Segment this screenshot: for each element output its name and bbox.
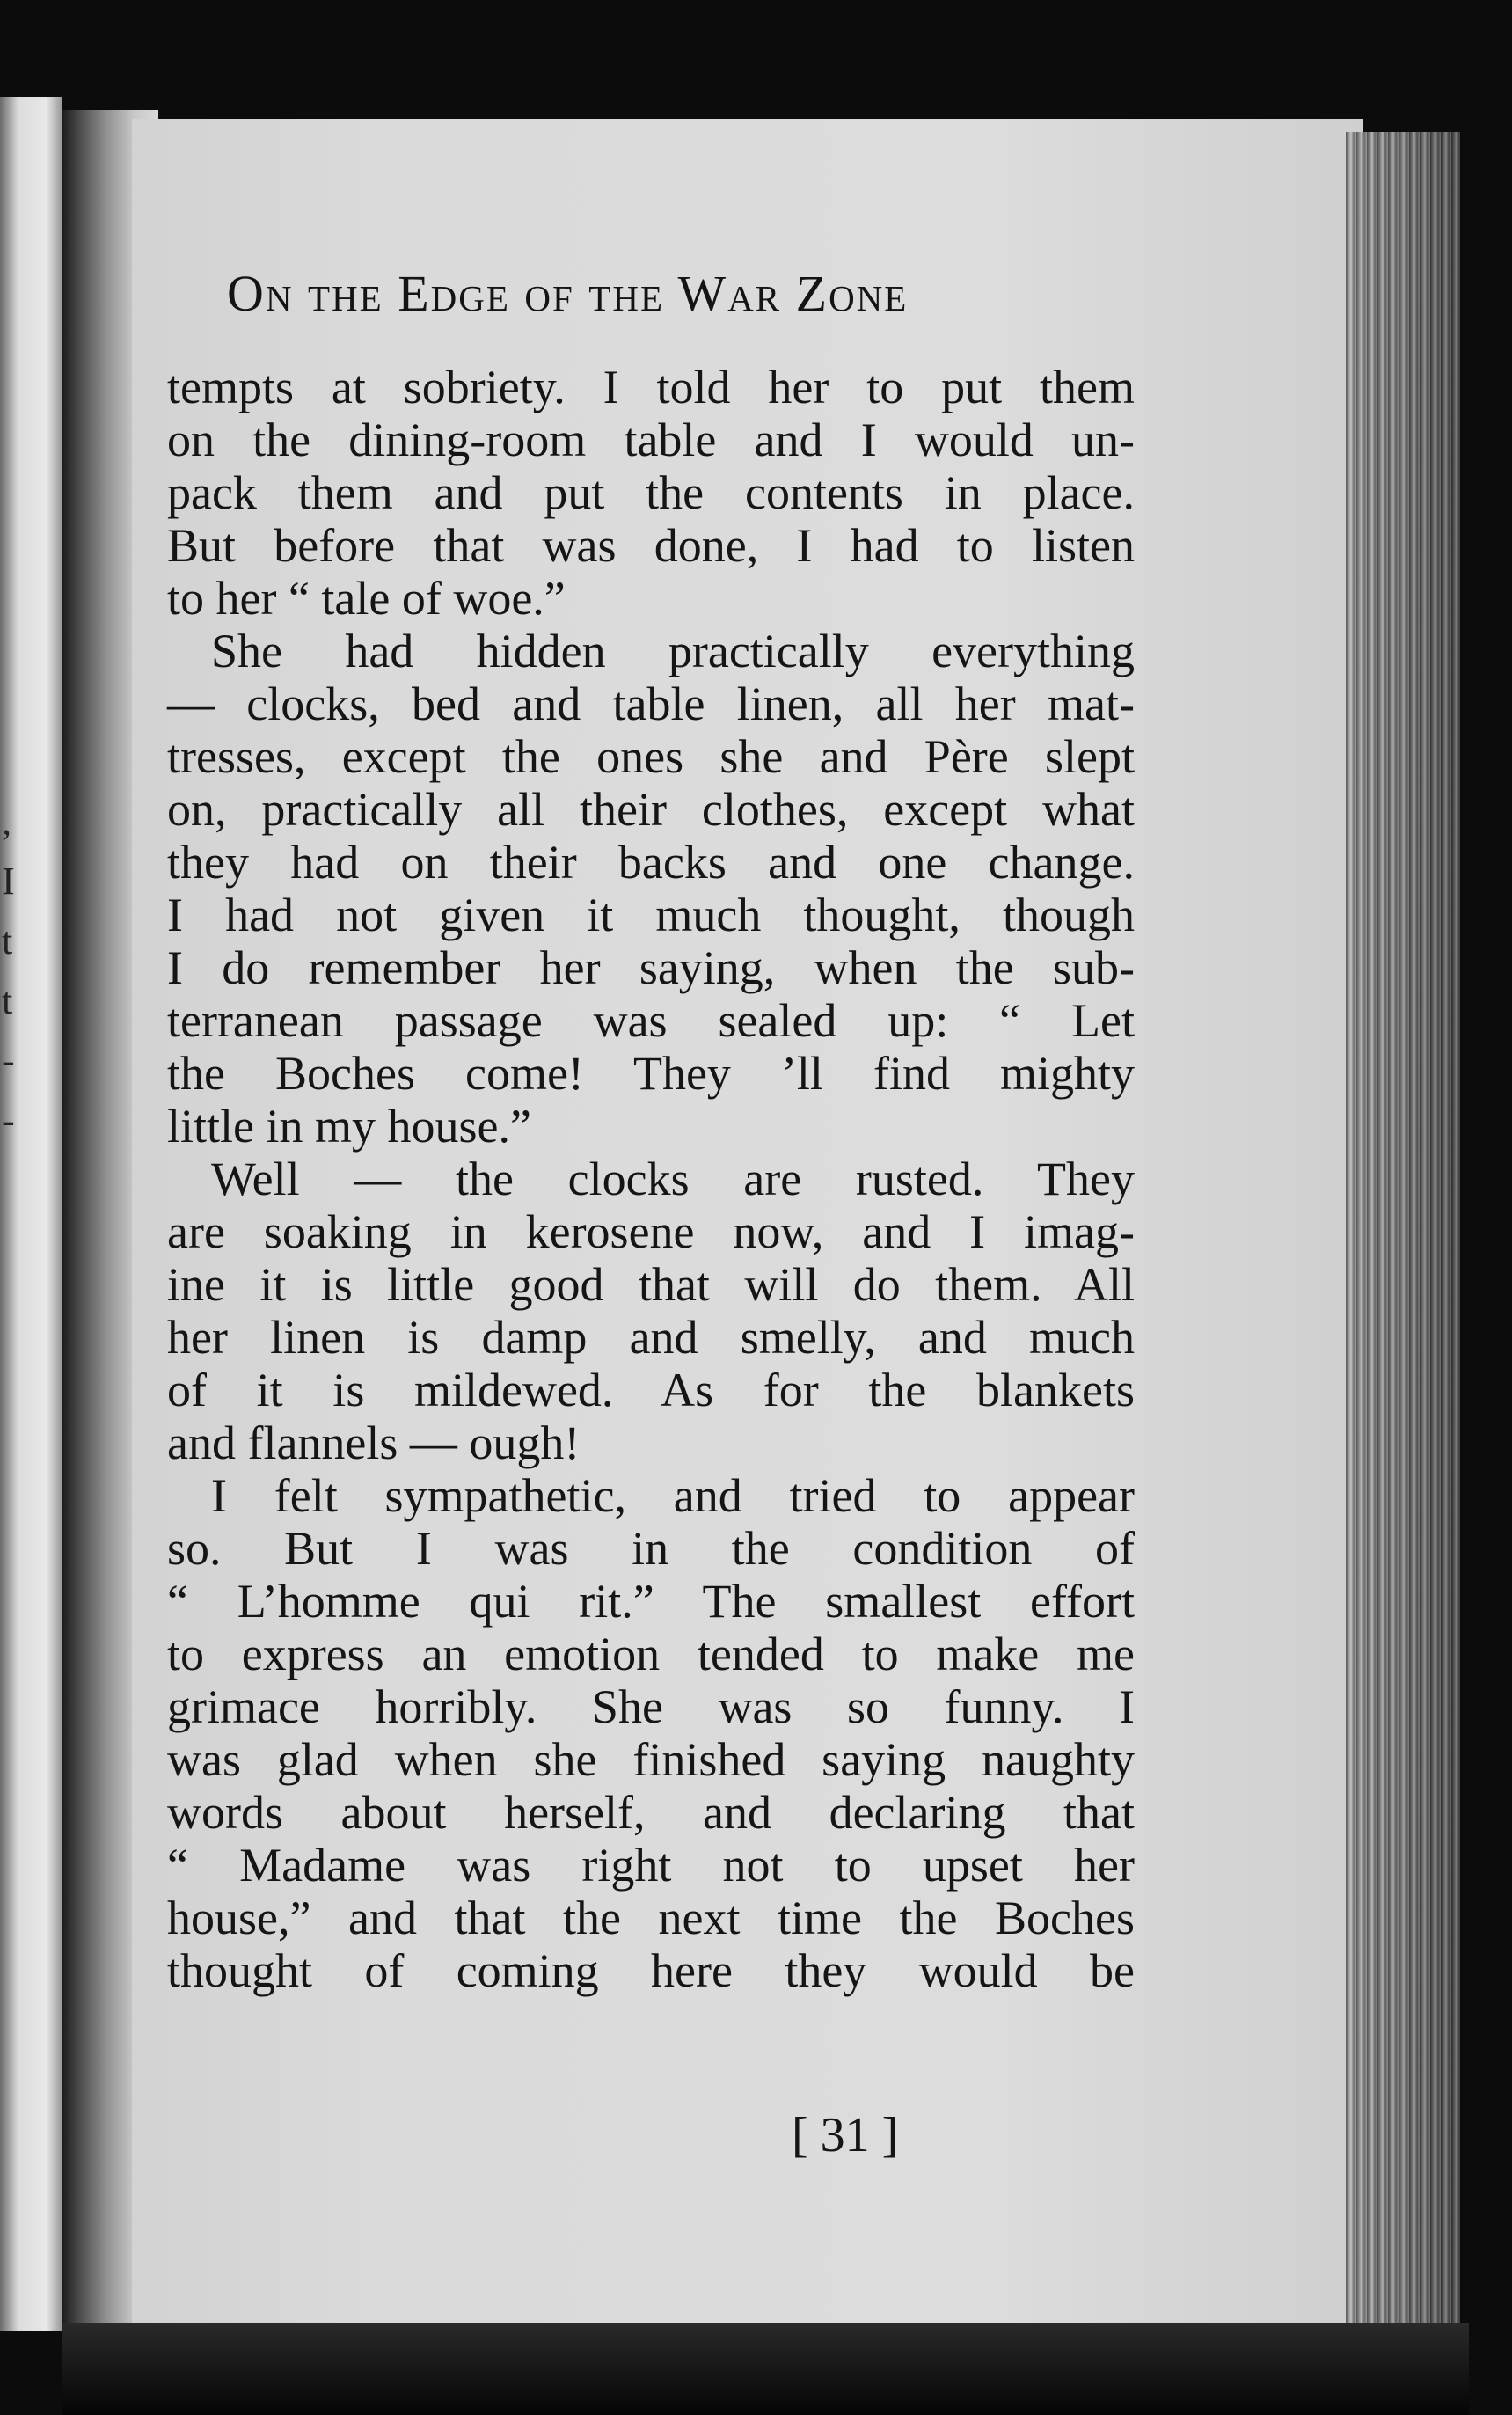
text-line: are soaking in kerosene now, and I imag- bbox=[167, 1205, 1135, 1258]
text-line: the Boches come! They ’ll find mighty bbox=[167, 1047, 1135, 1100]
text-line: on the dining-room table and I would un- bbox=[167, 413, 1135, 466]
text-line: so. But I was in the condition of bbox=[167, 1522, 1135, 1575]
text-line: But before that was done, I had to listen bbox=[167, 519, 1135, 572]
text-line: Well — the clocks are rusted. They bbox=[211, 1153, 1135, 1205]
text-line: to her “ tale of woe.” bbox=[167, 572, 566, 625]
text-line: was glad when she finished saying naughty bbox=[167, 1733, 1135, 1786]
text-line: tempts at sobriety. I told her to put them bbox=[167, 361, 1135, 413]
text-line: terranean passage was sealed up: “ Let bbox=[167, 994, 1135, 1047]
text-line: She had hidden practically everything bbox=[211, 625, 1135, 677]
text-line: little in my house.” bbox=[167, 1100, 531, 1153]
facing-page-glyph: t bbox=[2, 919, 13, 962]
text-line: they had on their backs and one change. bbox=[167, 836, 1135, 889]
text-line: her linen is damp and smelly, and much bbox=[167, 1311, 1135, 1364]
text-line: tresses, except the ones she and Père slept bbox=[167, 730, 1135, 783]
text-line: on, practically all their clothes, except what bbox=[167, 783, 1135, 836]
facing-page-glyph: - bbox=[2, 1099, 15, 1142]
page-stack-shade bbox=[1346, 132, 1460, 2331]
text-line: grimace horribly. She was so funny. I bbox=[167, 1680, 1135, 1733]
text-line: words about herself, and declaring that bbox=[167, 1786, 1135, 1839]
facing-page-text-fragments bbox=[2, 792, 21, 1151]
text-line: I do remember her saying, when the sub- bbox=[167, 941, 1135, 994]
body-text bbox=[167, 361, 1135, 1997]
text-line: — clocks, bed and table linen, all her mat- bbox=[167, 677, 1135, 730]
facing-page-edge bbox=[0, 97, 62, 2331]
text-line: I had not given it much thought, though bbox=[167, 889, 1135, 941]
text-line: ine it is little good that will do them. All bbox=[167, 1258, 1135, 1311]
text-line: and flannels — ough! bbox=[167, 1416, 581, 1469]
bottom-shadow bbox=[62, 2323, 1469, 2415]
text-line: to express an emotion tended to make me bbox=[167, 1628, 1135, 1680]
text-line: “ Madame was right not to upset her bbox=[167, 1839, 1135, 1892]
text-line: “ L’homme qui rit.” The smallest effort bbox=[167, 1575, 1135, 1628]
text-line: thought of coming here they would be bbox=[167, 1944, 1135, 1997]
page-number: [ 31 ] bbox=[792, 2108, 899, 2163]
running-head: On the Edge of the War Zone bbox=[227, 265, 909, 322]
text-line: pack them and put the contents in place. bbox=[167, 466, 1135, 519]
facing-page-glyph: - bbox=[2, 1039, 15, 1082]
facing-page-glyph: , bbox=[2, 800, 11, 843]
facing-page-glyph: t bbox=[2, 979, 13, 1022]
text-line: of it is mildewed. As for the blankets bbox=[167, 1364, 1135, 1416]
facing-page-glyph: I bbox=[2, 860, 15, 903]
text-line: I felt sympathetic, and tried to appear bbox=[211, 1469, 1135, 1522]
text-line: house,” and that the next time the Boches bbox=[167, 1892, 1135, 1944]
